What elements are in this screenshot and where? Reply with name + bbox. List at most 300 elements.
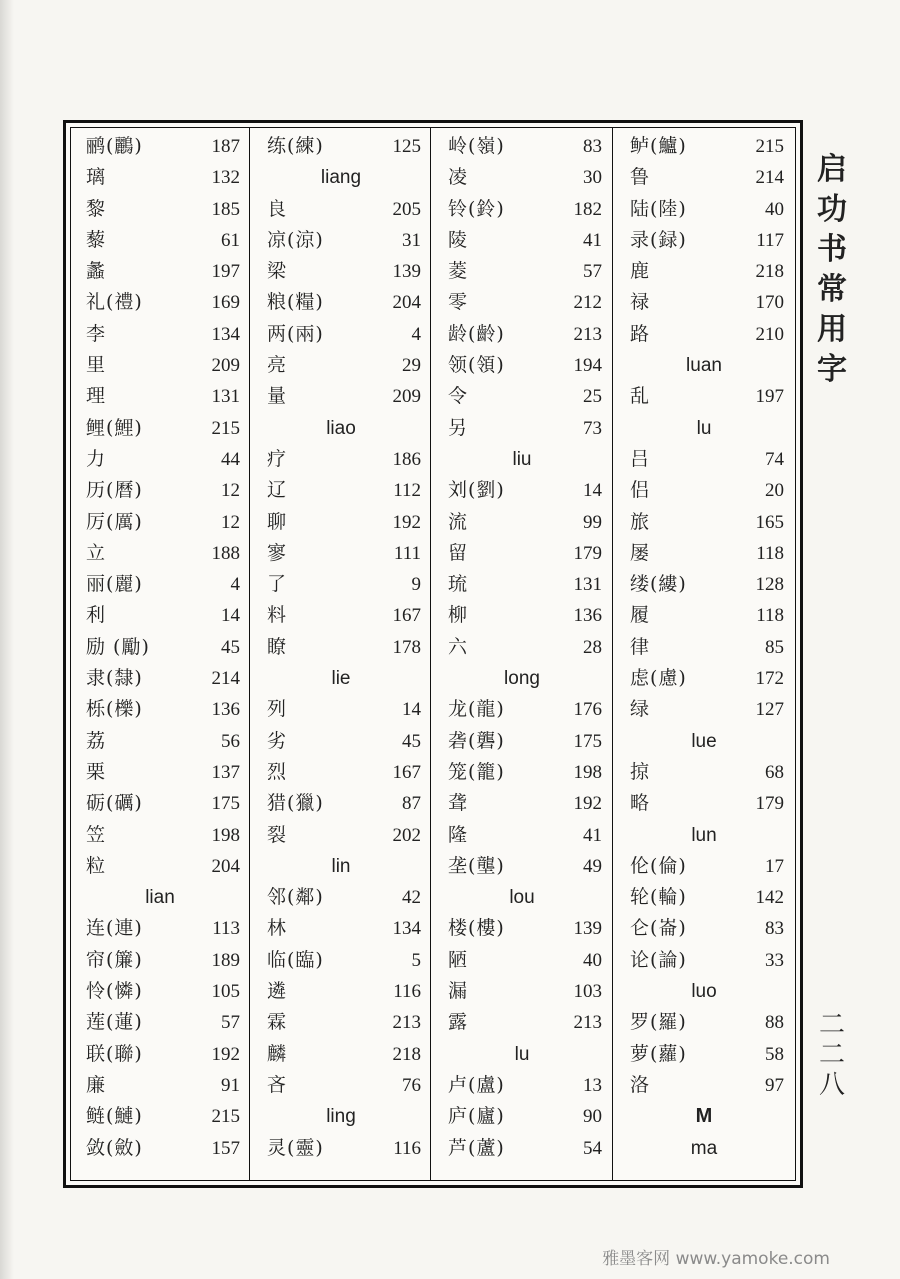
- entry-page-number: 73: [583, 417, 602, 439]
- entry-page-number: 215: [211, 417, 240, 439]
- entry-character: 历(曆): [86, 479, 143, 502]
- index-entry: [616, 913, 792, 944]
- entry-character: 卢(盧): [448, 1073, 505, 1096]
- index-entry: [72, 381, 248, 412]
- page-number-vertical: [812, 1010, 852, 1100]
- index-entry: [72, 1007, 248, 1038]
- entry-page-number: 170: [755, 292, 784, 314]
- entry-character: 乱: [630, 385, 651, 408]
- entry-page-number: 40: [583, 949, 602, 971]
- entry-page-number: 111: [393, 542, 421, 564]
- page-edge-shadow: [0, 0, 14, 1279]
- entry-character: 轮(輪): [630, 886, 687, 909]
- entry-page-number: 210: [755, 323, 784, 345]
- pinyin-label: liang: [320, 167, 362, 189]
- pinyin-label: liu: [512, 448, 532, 470]
- index-entry: [72, 913, 248, 944]
- entry-character: 芦(蘆): [448, 1136, 505, 1159]
- entry-page-number: 117: [756, 229, 784, 251]
- pinyin-heading: [253, 162, 429, 193]
- entry-page-number: 49: [583, 855, 602, 877]
- index-entry: [616, 882, 792, 913]
- pinyin-heading: [72, 882, 248, 913]
- index-column-4: [616, 131, 792, 1164]
- entry-page-number: 131: [211, 386, 240, 408]
- pinyin-label: lou: [509, 887, 535, 909]
- entry-page-number: 116: [393, 981, 421, 1003]
- entry-character: 禄: [630, 291, 651, 314]
- index-entry: [434, 413, 610, 444]
- entry-character: 铃(鈴): [448, 197, 505, 220]
- entry-page-number: 204: [211, 855, 240, 877]
- entry-page-number: 213: [573, 1012, 602, 1034]
- index-entry: [72, 569, 248, 600]
- entry-page-number: 28: [583, 636, 602, 658]
- entry-page-number: 88: [765, 1012, 784, 1034]
- index-entry: [253, 600, 429, 631]
- index-entry: [253, 913, 429, 944]
- entry-character: 垄(壟): [448, 854, 505, 877]
- entry-character: 良: [267, 197, 288, 220]
- entry-page-number: 127: [755, 699, 784, 721]
- entry-page-number: 192: [573, 793, 602, 815]
- index-entry: [616, 1070, 792, 1101]
- entry-page-number: 4: [230, 574, 240, 596]
- entry-character: 岭(嶺): [448, 135, 505, 157]
- entry-page-number: 136: [211, 699, 240, 721]
- book-title-vertical: [812, 150, 852, 390]
- entry-page-number: 56: [221, 730, 240, 752]
- entry-character: 论(論): [630, 948, 687, 971]
- entry-character: 缕(縷): [630, 573, 687, 596]
- entry-character: 鲁: [630, 166, 651, 189]
- index-entry: [253, 507, 429, 538]
- index-entry: [616, 788, 792, 819]
- entry-character: 吕: [630, 447, 651, 470]
- entry-page-number: 116: [393, 1137, 421, 1159]
- entry-character: 料: [267, 604, 288, 627]
- entry-page-number: 97: [765, 1074, 784, 1096]
- entry-character: 立: [86, 541, 107, 564]
- entry-character: 流: [448, 510, 469, 533]
- entry-character: 瞭: [267, 635, 288, 658]
- entry-character: 辽: [267, 479, 288, 502]
- entry-character: 力: [86, 447, 107, 470]
- entry-character: 礼(禮): [86, 291, 143, 314]
- index-entry: [72, 194, 248, 225]
- entry-page-number: 113: [212, 918, 240, 940]
- index-entry: [253, 1039, 429, 1070]
- entry-character: 萝(蘿): [630, 1042, 687, 1065]
- entry-character: 聋: [448, 792, 469, 815]
- entry-page-number: 29: [402, 355, 421, 377]
- entry-character: 遴: [267, 980, 288, 1003]
- entry-page-number: 125: [392, 136, 421, 157]
- index-entry: [616, 475, 792, 506]
- index-entry: [253, 726, 429, 757]
- index-entry: [253, 820, 429, 851]
- index-entry: [72, 413, 248, 444]
- entry-page-number: 61: [221, 229, 240, 251]
- page-number-char: 八: [818, 1070, 845, 1100]
- entry-page-number: 20: [765, 480, 784, 502]
- index-entry: [616, 663, 792, 694]
- entry-page-number: 176: [573, 699, 602, 721]
- entry-page-number: 105: [211, 981, 240, 1003]
- index-entry: [253, 882, 429, 913]
- pinyin-label: luan: [686, 355, 722, 377]
- entry-page-number: 41: [583, 229, 602, 251]
- entry-character: 粒: [86, 854, 107, 877]
- pinyin-label: M: [695, 1105, 713, 1128]
- entry-character: 李: [86, 322, 107, 345]
- title-char: 字: [817, 352, 847, 387]
- index-column-1: [72, 131, 248, 1164]
- index-table-frame: [63, 120, 803, 1188]
- entry-character: 廉: [86, 1073, 107, 1096]
- entry-character: 梁: [267, 260, 288, 283]
- entry-page-number: 139: [573, 918, 602, 940]
- entry-page-number: 139: [392, 261, 421, 283]
- index-entry: [253, 538, 429, 569]
- entry-character: 裂: [267, 823, 288, 846]
- entry-character: 陆(陸): [630, 197, 687, 220]
- index-entry: [434, 381, 610, 412]
- index-entry: [616, 194, 792, 225]
- index-entry: [253, 569, 429, 600]
- entry-page-number: 194: [573, 355, 602, 377]
- entry-page-number: 45: [402, 730, 421, 752]
- entry-character: 邻(鄰): [267, 886, 324, 909]
- title-char: 功: [817, 192, 847, 227]
- entry-character: 龙(龍): [448, 698, 505, 721]
- entry-page-number: 187: [211, 136, 240, 157]
- index-entry: [616, 851, 792, 882]
- entry-character: 另: [448, 416, 469, 439]
- pinyin-label: liao: [326, 417, 356, 439]
- entry-page-number: 192: [211, 1043, 240, 1065]
- entry-page-number: 188: [211, 542, 240, 564]
- letter-heading: [616, 1101, 792, 1132]
- entry-character: 虑(慮): [630, 667, 687, 690]
- index-entry: [616, 945, 792, 976]
- entry-character: 黎: [86, 197, 107, 220]
- pinyin-heading: [253, 663, 429, 694]
- entry-character: 璃: [86, 166, 107, 189]
- entry-page-number: 44: [221, 448, 240, 470]
- entry-character: 笠: [86, 823, 107, 846]
- entry-character: 栗: [86, 760, 107, 783]
- page-number-char: 二: [818, 1040, 845, 1070]
- index-entry: [616, 225, 792, 256]
- entry-page-number: 118: [756, 542, 784, 564]
- column-divider: [249, 127, 250, 1181]
- entry-page-number: 87: [402, 793, 421, 815]
- entry-character: 凉(涼): [267, 228, 324, 251]
- index-entry: [72, 663, 248, 694]
- index-entry: [72, 788, 248, 819]
- entry-page-number: 14: [221, 605, 240, 627]
- entry-character: 聊: [267, 510, 288, 533]
- entry-page-number: 182: [573, 198, 602, 220]
- entry-page-number: 136: [573, 605, 602, 627]
- entry-page-number: 42: [402, 887, 421, 909]
- entry-page-number: 179: [573, 542, 602, 564]
- index-entry: [434, 1133, 610, 1164]
- entry-page-number: 218: [755, 261, 784, 283]
- entry-character: 亮: [267, 354, 288, 377]
- index-entry: [72, 632, 248, 663]
- index-entry: [72, 1133, 248, 1164]
- index-entry: [616, 600, 792, 631]
- index-entry: [434, 600, 610, 631]
- pinyin-label: lun: [691, 824, 717, 846]
- index-entry: [434, 820, 610, 851]
- entry-page-number: 209: [211, 355, 240, 377]
- pinyin-label: lue: [691, 730, 717, 752]
- entry-character: 略: [630, 792, 651, 815]
- entry-character: 砻(礱): [448, 729, 505, 752]
- pinyin-heading: [616, 413, 792, 444]
- entry-page-number: 41: [583, 824, 602, 846]
- entry-page-number: 157: [211, 1137, 240, 1159]
- index-entry: [434, 945, 610, 976]
- entry-character: 柳: [448, 604, 469, 627]
- entry-character: 律: [630, 635, 651, 658]
- entry-page-number: 17: [765, 855, 784, 877]
- entry-character: 六: [448, 635, 469, 658]
- entry-character: 露: [448, 1011, 469, 1034]
- entry-page-number: 131: [573, 574, 602, 596]
- entry-page-number: 192: [392, 511, 421, 533]
- entry-page-number: 31: [402, 229, 421, 251]
- pinyin-label: long: [504, 668, 540, 690]
- entry-character: 霖: [267, 1011, 288, 1034]
- entry-page-number: 213: [573, 323, 602, 345]
- index-entry: [72, 976, 248, 1007]
- index-entry: [253, 694, 429, 725]
- entry-character: 绿: [630, 698, 651, 721]
- entry-page-number: 54: [583, 1137, 602, 1159]
- title-char: 用: [817, 312, 847, 347]
- entry-page-number: 85: [765, 636, 784, 658]
- pinyin-label: ling: [326, 1106, 356, 1128]
- index-entry: [434, 1007, 610, 1038]
- entry-page-number: 4: [411, 323, 421, 345]
- entry-character: 履: [630, 604, 651, 627]
- index-entry: [434, 726, 610, 757]
- index-entry: [434, 632, 610, 663]
- entry-character: 寥: [267, 541, 288, 564]
- entry-character: 鹂(鸝): [86, 135, 143, 157]
- entry-character: 劣: [267, 729, 288, 752]
- entry-page-number: 91: [221, 1074, 240, 1096]
- entry-character: 隆: [448, 823, 469, 846]
- pinyin-label: lu: [696, 417, 712, 439]
- entry-page-number: 83: [765, 918, 784, 940]
- index-entry: [72, 820, 248, 851]
- entry-page-number: 128: [755, 574, 784, 596]
- index-entry: [253, 225, 429, 256]
- entry-character: 帘(簾): [86, 948, 143, 971]
- entry-character: 励 (勵): [86, 635, 150, 658]
- entry-page-number: 45: [221, 636, 240, 658]
- pinyin-heading: [253, 851, 429, 882]
- index-entry: [72, 319, 248, 350]
- entry-character: 令: [448, 385, 469, 408]
- index-entry: [72, 131, 248, 162]
- entry-page-number: 12: [221, 511, 240, 533]
- entry-character: 理: [86, 385, 107, 408]
- entry-page-number: 218: [392, 1043, 421, 1065]
- pinyin-heading: [616, 350, 792, 381]
- index-column-2: [253, 131, 429, 1164]
- entry-page-number: 205: [392, 198, 421, 220]
- entry-page-number: 209: [392, 386, 421, 408]
- index-entry: [434, 225, 610, 256]
- entry-page-number: 13: [583, 1074, 602, 1096]
- entry-page-number: 58: [765, 1043, 784, 1065]
- entry-page-number: 83: [583, 136, 602, 157]
- entry-character: 猎(獵): [267, 792, 324, 815]
- index-entry: [253, 757, 429, 788]
- index-entry: [253, 632, 429, 663]
- index-entry: [72, 350, 248, 381]
- entry-character: 楼(樓): [448, 917, 505, 940]
- entry-character: 莲(蓮): [86, 1011, 143, 1034]
- index-entry: [616, 569, 792, 600]
- index-entry: [616, 757, 792, 788]
- title-char: 常: [817, 272, 847, 307]
- index-entry: [253, 319, 429, 350]
- entry-character: 荔: [86, 729, 107, 752]
- index-entry: [434, 1070, 610, 1101]
- entry-character: 琉: [448, 573, 469, 596]
- entry-character: 吝: [267, 1073, 288, 1096]
- pinyin-heading: [434, 1039, 610, 1070]
- entry-page-number: 165: [755, 511, 784, 533]
- entry-character: 领(領): [448, 354, 505, 377]
- index-entry: [616, 256, 792, 287]
- entry-character: 利: [86, 604, 107, 627]
- index-entry: [434, 475, 610, 506]
- entry-page-number: 76: [402, 1074, 421, 1096]
- entry-character: 怜(憐): [86, 980, 143, 1003]
- entry-page-number: 179: [755, 793, 784, 815]
- index-entry: [616, 632, 792, 663]
- index-column-3: [434, 131, 610, 1164]
- entry-page-number: 142: [755, 887, 784, 909]
- index-entry: [72, 1039, 248, 1070]
- pinyin-heading: [616, 726, 792, 757]
- entry-character: 砺(礪): [86, 792, 143, 815]
- pinyin-heading: [253, 1101, 429, 1132]
- entry-page-number: 197: [755, 386, 784, 408]
- index-entry: [434, 694, 610, 725]
- entry-character: 疗: [267, 447, 288, 470]
- index-entry: [72, 538, 248, 569]
- index-entry: [72, 444, 248, 475]
- entry-character: 列: [267, 698, 288, 721]
- entry-character: 厉(厲): [86, 510, 143, 533]
- entry-character: 连(連): [86, 917, 143, 940]
- entry-page-number: 12: [221, 480, 240, 502]
- index-entry: [253, 945, 429, 976]
- entry-character: 栎(櫟): [86, 698, 143, 721]
- index-entry: [253, 1133, 429, 1164]
- entry-character: 鲤(鯉): [86, 416, 143, 439]
- entry-character: 临(臨): [267, 948, 324, 971]
- index-entry: [616, 444, 792, 475]
- entry-page-number: 9: [411, 574, 421, 596]
- pinyin-label: lu: [514, 1043, 530, 1065]
- index-entry: [253, 287, 429, 318]
- entry-character: 漏: [448, 980, 469, 1003]
- entry-page-number: 198: [573, 761, 602, 783]
- index-entry: [434, 788, 610, 819]
- entry-page-number: 57: [221, 1012, 240, 1034]
- entry-page-number: 169: [211, 292, 240, 314]
- index-entry: [72, 1070, 248, 1101]
- entry-page-number: 214: [211, 668, 240, 690]
- pinyin-label: lin: [331, 855, 351, 877]
- index-entry: [72, 507, 248, 538]
- entry-page-number: 197: [211, 261, 240, 283]
- index-entry: [616, 538, 792, 569]
- index-entry: [616, 1007, 792, 1038]
- index-entry: [434, 976, 610, 1007]
- index-entry: [434, 131, 610, 162]
- index-entry: [253, 1070, 429, 1101]
- entry-character: 旅: [630, 510, 651, 533]
- entry-character: 灵(靈): [267, 1136, 324, 1159]
- index-entry: [72, 256, 248, 287]
- entry-character: 刘(劉): [448, 479, 505, 502]
- entry-page-number: 212: [573, 292, 602, 314]
- entry-page-number: 14: [583, 480, 602, 502]
- entry-page-number: 178: [392, 636, 421, 658]
- index-entry: [253, 194, 429, 225]
- entry-page-number: 57: [583, 261, 602, 283]
- entry-page-number: 175: [211, 793, 240, 815]
- entry-character: 林: [267, 917, 288, 940]
- entry-character: 敛(斂): [86, 1136, 143, 1159]
- entry-page-number: 14: [402, 699, 421, 721]
- entry-character: 零: [448, 291, 469, 314]
- entry-page-number: 5: [411, 949, 421, 971]
- index-entry: [72, 945, 248, 976]
- index-entry: [72, 757, 248, 788]
- pinyin-heading: [616, 976, 792, 1007]
- index-entry: [434, 319, 610, 350]
- index-entry: [616, 319, 792, 350]
- index-entry: [434, 287, 610, 318]
- entry-page-number: 185: [211, 198, 240, 220]
- entry-page-number: 202: [392, 824, 421, 846]
- entry-character: 蠡: [86, 260, 107, 283]
- entry-page-number: 215: [755, 136, 784, 157]
- entry-page-number: 118: [756, 605, 784, 627]
- entry-page-number: 68: [765, 761, 784, 783]
- entry-character: 罗(羅): [630, 1011, 687, 1034]
- entry-character: 了: [267, 573, 288, 596]
- entry-character: 留: [448, 541, 469, 564]
- entry-character: 鲢(鰱): [86, 1105, 143, 1128]
- watermark: 雅墨客网 www.yamoke.com: [602, 1249, 830, 1269]
- index-entry: [616, 287, 792, 318]
- entry-page-number: 186: [392, 448, 421, 470]
- index-entry: [253, 976, 429, 1007]
